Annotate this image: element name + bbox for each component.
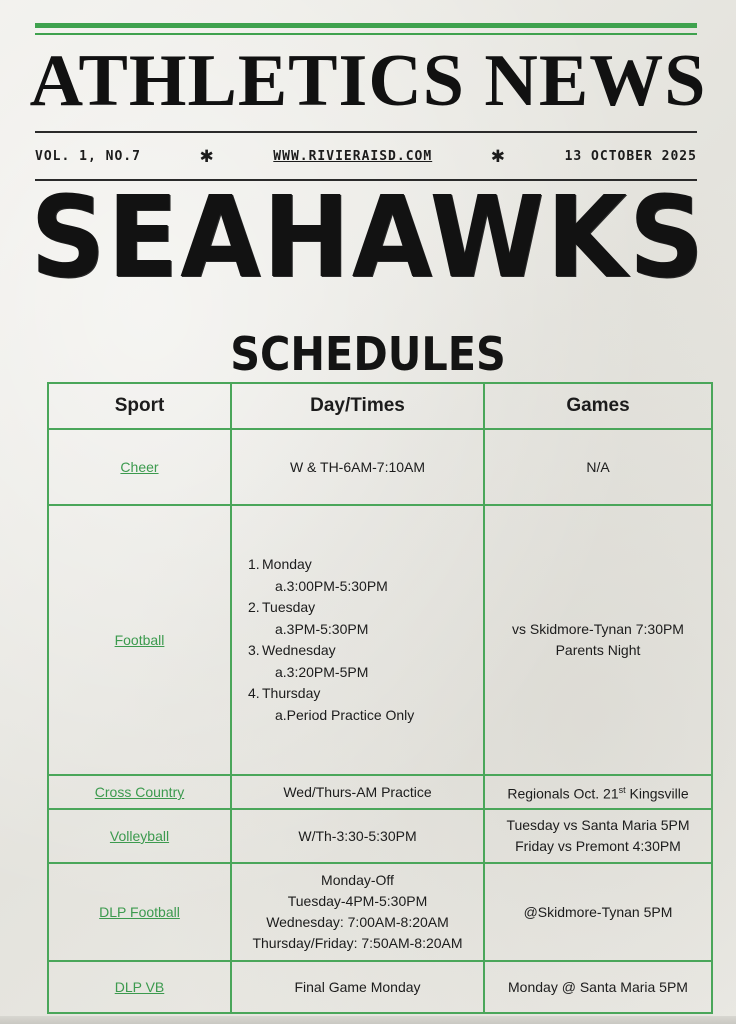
games-line: N/A bbox=[586, 458, 610, 475]
bottom-edge bbox=[0, 1016, 736, 1024]
times-line: Thursday/Friday: 7:50AM-8:20AM bbox=[252, 935, 463, 951]
column-header: Day/Times bbox=[231, 383, 484, 429]
asterisk-icon: ✱ bbox=[491, 143, 506, 168]
times-line: Wednesday: 7:00AM-8:20AM bbox=[266, 914, 449, 930]
column-header: Sport bbox=[48, 383, 231, 429]
games-line: vs Skidmore-Tynan 7:30PM bbox=[512, 621, 684, 637]
schedule-table bbox=[47, 382, 713, 1014]
games-line: Regionals Oct. 21st Kingsville bbox=[507, 784, 689, 802]
games-cell bbox=[484, 863, 712, 961]
list-item: 3. Wednesday bbox=[248, 642, 336, 658]
times-cell bbox=[231, 961, 484, 1013]
list-item: 4. Thursday bbox=[248, 685, 321, 701]
games-line: Monday @ Santa Maria 5PM bbox=[508, 978, 688, 995]
column-header: Games bbox=[484, 383, 712, 429]
table-row bbox=[48, 505, 712, 775]
times-cell bbox=[231, 505, 484, 775]
times-line: W & TH-6AM-7:10AM bbox=[289, 458, 426, 475]
games-cell bbox=[484, 961, 712, 1013]
games-cell bbox=[484, 505, 712, 775]
subheadline: SCHEDULES bbox=[230, 327, 506, 381]
sport-link-dlp-football[interactable]: DLP Football bbox=[99, 904, 180, 920]
games-cell bbox=[484, 429, 712, 505]
games-line: Tuesday vs Santa Maria 5PM bbox=[506, 817, 690, 833]
sport-cell bbox=[48, 863, 231, 961]
sport-cell bbox=[48, 505, 231, 775]
sport-cell bbox=[48, 429, 231, 505]
times-line: W/Th-3:30-5:30PM bbox=[298, 827, 417, 844]
masthead-rule-top bbox=[35, 131, 697, 133]
volume-label: VOL. 1, NO.7 bbox=[35, 148, 141, 164]
times-line: Final Game Monday bbox=[294, 978, 421, 995]
sport-link-volleyball[interactable]: Volleyball bbox=[109, 828, 170, 844]
times-line: Monday-Off bbox=[321, 872, 394, 888]
times-cell bbox=[231, 809, 484, 863]
table-row bbox=[48, 809, 712, 863]
sport-cell bbox=[48, 961, 231, 1013]
games-line: @Skidmore-Tynan 5PM bbox=[523, 903, 673, 920]
table-header-row bbox=[48, 383, 712, 429]
top-green-rule bbox=[35, 23, 697, 28]
list-item: 1. Monday bbox=[248, 556, 312, 572]
asterisk-icon: ✱ bbox=[199, 143, 215, 168]
table-row bbox=[48, 961, 712, 1013]
times-cell bbox=[231, 775, 484, 809]
games-cell bbox=[484, 775, 712, 809]
info-bar bbox=[35, 144, 697, 168]
games-line: Friday vs Premont 4:30PM bbox=[515, 838, 681, 854]
list-item: 2. Tuesday bbox=[248, 599, 316, 615]
sport-link-cheer[interactable]: Cheer bbox=[120, 459, 159, 475]
issue-date: 13 OCTOBER 2025 bbox=[564, 148, 697, 164]
list-item: a.3PM-5:30PM bbox=[275, 620, 369, 637]
games-line: Parents Night bbox=[555, 642, 641, 658]
table-row bbox=[48, 863, 712, 961]
times-line: Wed/Thurs-AM Practice bbox=[283, 783, 432, 800]
times-cell bbox=[231, 429, 484, 505]
times-cell bbox=[231, 863, 484, 961]
table-row bbox=[48, 429, 712, 505]
sport-link-cross-country[interactable]: Cross Country bbox=[94, 784, 185, 800]
masthead-title: ATHLETICS NEWS bbox=[29, 40, 707, 122]
list-item: a.3:00PM-5:30PM bbox=[275, 577, 388, 594]
table-row bbox=[48, 775, 712, 809]
top-green-rule-thin bbox=[35, 33, 697, 35]
games-cell bbox=[484, 809, 712, 863]
headline: SEAHAWKS bbox=[30, 173, 706, 303]
list-item: a.3:20PM-5PM bbox=[275, 663, 369, 680]
sport-link-football[interactable]: Football bbox=[114, 632, 165, 648]
list-item: a.Period Practice Only bbox=[275, 706, 415, 723]
sport-link-dlp-vb[interactable]: DLP VB bbox=[114, 979, 165, 995]
sport-cell bbox=[48, 809, 231, 863]
football-practice-list bbox=[238, 554, 477, 726]
times-line: Tuesday-4PM-5:30PM bbox=[287, 893, 428, 909]
sport-cell bbox=[48, 775, 231, 809]
website-link[interactable]: WWW.RIVIERAISD.COM bbox=[273, 148, 433, 164]
